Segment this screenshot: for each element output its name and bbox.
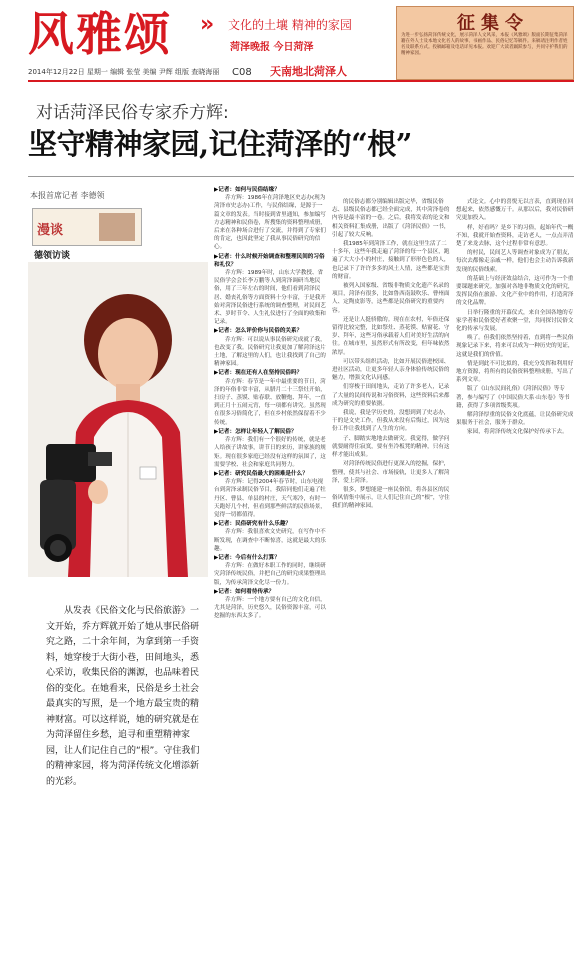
headline-kicker: 对话菏泽民俗专家乔方辉: [36, 103, 229, 123]
body-paragraph: 样，好看吗？是乡下的习俗，起始年代一概不知，我就开始查资料，走访老人，一点点弄清楚了来龙去脉，这个过程非常有意思。 [456, 224, 574, 248]
body-paragraph: 我说，我是学历史的，没想到到了史志办，干的是文史工作，但我从来没有后悔过，因为这份工作让我找到了人生的方向。 [332, 410, 450, 433]
masthead-divider [28, 80, 574, 82]
interview-question: ▶记者：怎样让年轻人了解民俗？ [214, 428, 297, 435]
ad-title: 征集令 [457, 13, 529, 34]
column-caption: 德领访谈 [34, 251, 71, 261]
body-paragraph: 版了《山东民间礼俗》《菏泽民俗》等专著，参与编写了《中国民俗大系·山东卷》等书籍，获得了多项省级奖项。 [456, 386, 570, 409]
interview-question: ▶记者：如何与民俗结缘？ [214, 187, 280, 193]
body-paragraph: 的基础上与经济效益结合，这可作为一个重要课题来研究。加强对各地非物质文化的研究，发挥民俗在旅游、文化产业中的作用，打造菏泽的文化品牌。 [456, 275, 574, 307]
masthead-slogan: 文化的土壤 精神的家园 [228, 18, 352, 32]
body-paragraph: 乔方辉：在做好本职工作的同时，继续研究菏泽传统民俗，并把自己的研究成果整理出版，为传承菏泽文化尽一份力。 [214, 563, 326, 586]
portrait-photo [28, 262, 208, 577]
body-paragraph: 的民俗志都分别编辑出版完毕，省级民俗志、县级民俗志都已经全面完成，其中菏泽卷的内容是最丰富的一卷。之后，我将发表的论文和相关资料汇集成册，出版了《菏泽民俗》一书，引起了较大反响。 [332, 199, 450, 238]
body-paragraph: 很多，梦想能建一座民俗馆，将各县区的民俗风情集中展示，让人们记住自己的“根”，守住我们的精神家园。 [332, 486, 450, 510]
body-paragraph: 家园，将菏泽传统文化保护好传承下去。 [467, 429, 568, 436]
body-paragraph: 解菏泽厚重的民俗文化底蕴，让民俗研究成果服务于社会，服务于群众。 [456, 412, 574, 427]
interview-question: ▶记者：研究民俗最大的困难是什么？ [214, 470, 308, 477]
interview-question: ▶记者：现在还有人在坚持民俗吗？ [214, 370, 303, 377]
body-paragraph: 乔方辉：记得2004年春节时，山东电视台到菏泽录制民俗节目，我陪同他们走遍了牡丹区、曹县、单县的村庄，天气寒冷，有时一天跑好几个村，但看到那些鲜活的民俗场景，觉得一切都值得。 [214, 479, 326, 518]
body-paragraph: 日举行隆重的开幕仪式，来自全国各地的专家学者和民俗爱好者欢聚一堂，共同探讨民俗文化的传承与发展。 [456, 309, 574, 333]
column-logo-text: 漫谈 [37, 223, 64, 238]
intro-paragraph: 从发表《民俗文化与民俗旅游》一文开始，乔方辉就开始了她从事民俗研究之路，二十余年间，为拿到第一手资料，她穿梭于大街小巷，田间地头，悉心采访，收集民俗的渊源，也品味着民俗的变化。在她看来，民俗是乡土社会最真实的写照，是一个地方最宝贵的精神财富。可以这样说，她的研究就是在为菏泽留住乡愁，追寻和重塑精神家园，让人们记住自己的“根”。守住我们的精神家园，将为菏泽传统文化增添新的光彩。 [46, 606, 200, 787]
body-paragraph: 可以带头组织活动，比如开展民俗进校园、进社区活动，让更多年轻人亲身体验传统民俗的魅力，增强文化认同感。 [332, 358, 450, 382]
call-for-submissions-ad [396, 6, 574, 80]
body-paragraph: 乔方辉：春节是一年中最重要的节日，菏泽的年俗非常丰富，从腊月二十三祭灶开始，扫房子、蒸馍、贴春联、放鞭炮、拜年，一直到正月十五闹元宵，每一项都有讲究。虽然现在很多习俗简化了，但在乡村依然保留着不少传统。 [214, 378, 326, 426]
byline: 本报首席记者 李德领 [30, 191, 105, 200]
column-logo-portrait [99, 213, 135, 241]
ad-body: 为进一步弘扬菏泽传统文化，展示菏泽人文风采，本报《风雅颂》版面长期征集菏泽籍在外人士及本地文化名人的故事、书画作品、民俗记忆等稿件。来稿请注明作者姓名及联系方式。投稿邮箱及电话详见本报。欢迎广大读者踊跃参与，共同守护我们的精神家园。 [401, 33, 568, 56]
body-paragraph: 对菏泽传统民俗进行更深入的挖掘，保护，整理，使其与社会、市场接轨，让更多人了解菏泽，爱上菏泽。 [332, 461, 450, 484]
body-paragraph: 唤了。但我们依然坚持着，直到将一些民俗现象记录下来，将来可以成为一种历史的见证，这就是我们的价值。 [456, 335, 574, 358]
page-number: C08 [232, 67, 252, 78]
masthead-paper-name: 菏泽晚报 今日菏泽 [230, 42, 314, 53]
interview-question: ▶记者：民俗研究有什么乐趣？ [214, 521, 292, 528]
masthead-title: 风雅颂 [28, 7, 172, 61]
body-paragraph: 们穿梭于田间地头，走访了许多老人，记录了大量的民间传说和习俗资料，这些资料后来都成为研究的重要依据。 [332, 384, 450, 407]
body-paragraph: 乔方辉：我很喜欢文史研究，在写作中不断发现，在调查中不断惊喜，这就是最大的乐趣。 [214, 529, 326, 552]
body-paragraph: 被列入国家级、省级非物质文化遗产名录的项目，菏泽有很多，比如鲁西南鼓吹乐、曹州面人、定陶皮影等，这些都是民俗研究的重要内容。 [332, 283, 450, 314]
interview-question: ▶记者：什么时候开始调查和整理民间的习俗和礼仪？ [214, 253, 325, 268]
interview-question: ▶记者：怎么评价你与民俗的关系？ [214, 328, 303, 335]
body-paragraph: 乔方辉：一个地方要有自己的文化自信，尤其是菏泽，历史悠久，民俗资源丰富，可以挖掘的东西太多了。 [214, 596, 326, 620]
body-paragraph: 还是让人挺骄傲的。现在在农村，年俗还保留得比较完整，比如祭灶、蒸花馍、贴窗花、守岁、拜年，这些习俗承载着人们对美好生活的向往。在城市里，虽然形式有所改变，但年味依然浓厚。 [332, 316, 450, 356]
column-logo [32, 208, 142, 246]
headline: 坚守精神家园,记住菏泽的“根” [28, 127, 412, 161]
interview-question: ▶记者：如何看待传承？ [214, 588, 275, 595]
body-paragraph: 乔方辉：1989年时，山东大学教授、省民俗学会会长李万鹏等人到菏泽调研当地民俗，用了三年左右的时间，他们看到菏泽民居、婚丧礼俗等方面资料十分丰富，于是我开始对菏泽民俗进行系统的调查整理，对民间艺术、岁时节令、人生礼仪进行了全面的收集和记录。 [214, 270, 326, 326]
masthead-arrow-icon: » [200, 12, 215, 37]
body-paragraph: 子、脚踏实地地去做研究。我觉得，做学问就要耐得住寂寞，要有坐冷板凳的精神，只有这样才能出成果。 [332, 435, 450, 459]
body-paragraph: 情是到此不可比拟的，我充分发挥和利用好地方资源，将所有的民俗资料整理成册，写出了系列文章。 [456, 360, 574, 384]
body-paragraph: 的村民，民间艺人等调查对象成为了朋友，每次去都像走亲戚一样，他们也会主动告诉我新发现的民俗线索。 [456, 250, 574, 273]
portrait-illustration [28, 262, 208, 577]
body-column-3 [456, 198, 574, 972]
masthead-date-line: 2014年12月22日 星期一 编辑 张莹 美编 尹辉 组版 查晓海丽 [28, 68, 220, 76]
body-paragraph: 式论文。心中的喜悦无以言表，直到现在回想起来，依然感慨万千。从那以后，我对民俗研究更加投入。 [456, 199, 574, 222]
interview-question: ▶记者：今后有什么打算？ [214, 554, 280, 561]
body-paragraph: 乔方辉：1986年在菏泽地区史志办(现为菏泽市史志办)工作，与民俗结缘，是源于一篇文章的发表。当时接到省里通知，参加编写方志精神和民俗卷，所搜集的资料整理成册，后来在各种场合进行了交流，并得到了专家们的肯定，也因此坚定了我从事民俗研究的信心。 [214, 195, 326, 251]
body-column-2 [332, 198, 450, 972]
masthead-column-name: 天南地北菏泽人 [270, 65, 347, 78]
body-paragraph: 乔方辉：我们有一个很好的传统，就是老人给孩子讲故事，讲节日的来历，讲家族的规矩。现在很多家庭已经没有这样的氛围了，这需要学校、社会和家庭共同努力。 [214, 437, 326, 468]
body-paragraph: 我1985年到菏泽工作，就在这里生活了二十多年，这些年我走遍了菏泽的每一个县区，跑遍了大大小小的村庄，接触到了形形色色的人，也记录下了许许多多的风土人情，这些都是宝贵的财富。 [332, 241, 450, 280]
body-paragraph: 乔方辉：可以说从事民俗研究成就了我，也改变了我。民俗研究让我更加了解菏泽这片土地，了解这里的人们，也让我找到了自己的精神家园。 [214, 336, 326, 368]
headline-divider [28, 176, 574, 177]
body-column-1 [214, 186, 326, 972]
